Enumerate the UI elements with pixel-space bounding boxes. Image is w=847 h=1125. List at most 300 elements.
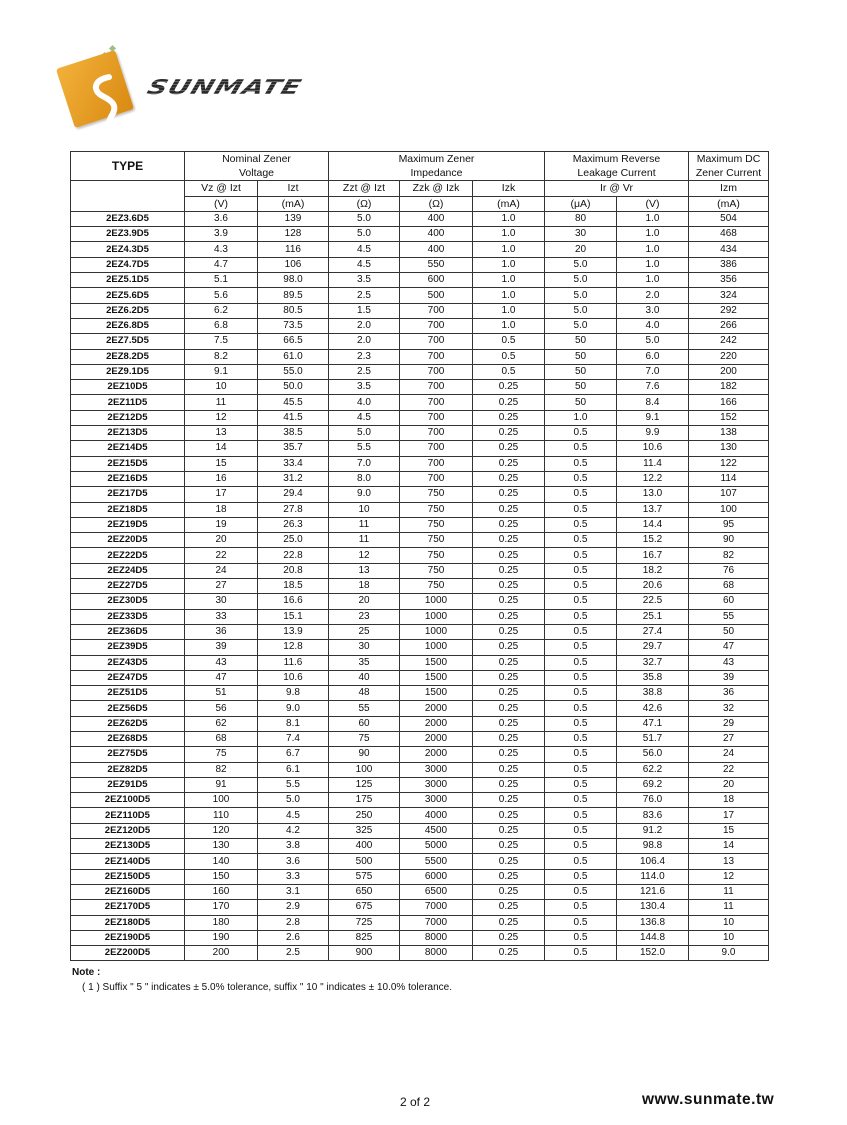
cell-izt: 20.8 xyxy=(258,563,329,578)
cell-type: 2EZ5.1D5 xyxy=(71,273,185,288)
cell-zzk: 7000 xyxy=(400,900,473,915)
cell-zzk: 700 xyxy=(400,426,473,441)
cell-izt: 2.5 xyxy=(258,946,329,961)
cell-type: 2EZ20D5 xyxy=(71,533,185,548)
cell-vr: 152.0 xyxy=(617,946,689,961)
cell-vz: 140 xyxy=(185,854,258,869)
cell-izm: 356 xyxy=(689,273,769,288)
cell-zzt: 175 xyxy=(329,793,400,808)
table-row xyxy=(71,349,769,364)
cell-zzt: 4.5 xyxy=(329,410,400,425)
cell-izm: 10 xyxy=(689,915,769,930)
cell-vr: 91.2 xyxy=(617,823,689,838)
table-row xyxy=(71,946,769,961)
cell-vr: 13.0 xyxy=(617,487,689,502)
cell-ir: 50 xyxy=(545,349,617,364)
cell-zzt: 4.5 xyxy=(329,257,400,272)
note-label: Note : xyxy=(72,967,101,978)
cell-izm: 82 xyxy=(689,548,769,563)
cell-vr: 22.5 xyxy=(617,594,689,609)
cell-vr: 1.0 xyxy=(617,273,689,288)
cell-zzk: 8000 xyxy=(400,930,473,945)
cell-zzt: 675 xyxy=(329,900,400,915)
cell-vz: 82 xyxy=(185,762,258,777)
cell-vz: 190 xyxy=(185,930,258,945)
cell-zzt: 8.0 xyxy=(329,471,400,486)
cell-vr: 62.2 xyxy=(617,762,689,777)
cell-izt: 25.0 xyxy=(258,533,329,548)
cell-izt: 41.5 xyxy=(258,410,329,425)
cell-izt: 3.3 xyxy=(258,869,329,884)
cell-vz: 160 xyxy=(185,884,258,899)
cell-izm: 14 xyxy=(689,839,769,854)
unit-volts: (V) xyxy=(185,196,258,211)
table-body xyxy=(71,211,769,961)
cell-type: 2EZ30D5 xyxy=(71,594,185,609)
table-row xyxy=(71,380,769,395)
cell-type: 2EZ200D5 xyxy=(71,946,185,961)
cell-type: 2EZ39D5 xyxy=(71,640,185,655)
cell-izm: 27 xyxy=(689,731,769,746)
cell-type: 2EZ5.6D5 xyxy=(71,288,185,303)
cell-vr: 144.8 xyxy=(617,930,689,945)
unit-milliamps: (mA) xyxy=(689,196,769,211)
cell-vr: 47.1 xyxy=(617,716,689,731)
cell-type: 2EZ16D5 xyxy=(71,471,185,486)
cell-ir: 80 xyxy=(545,211,617,226)
cell-izt: 3.6 xyxy=(258,854,329,869)
cell-zzk: 1000 xyxy=(400,624,473,639)
cell-izm: 76 xyxy=(689,563,769,578)
cell-type: 2EZ27D5 xyxy=(71,579,185,594)
cell-izm: 95 xyxy=(689,517,769,532)
cell-ir: 0.5 xyxy=(545,747,617,762)
cell-vz: 130 xyxy=(185,839,258,854)
cell-zzt: 12 xyxy=(329,548,400,563)
unit-microamps: (μA) xyxy=(545,196,617,211)
cell-ir: 0.5 xyxy=(545,762,617,777)
cell-izk: 0.25 xyxy=(473,426,545,441)
cell-vz: 36 xyxy=(185,624,258,639)
cell-vr: 106.4 xyxy=(617,854,689,869)
cell-izk: 0.25 xyxy=(473,930,545,945)
cell-zzt: 900 xyxy=(329,946,400,961)
cell-vz: 6.8 xyxy=(185,318,258,333)
header-max-zener-impedance-2: Impedance xyxy=(329,166,545,181)
cell-zzt: 48 xyxy=(329,686,400,701)
table-row xyxy=(71,487,769,502)
cell-vz: 9.1 xyxy=(185,364,258,379)
table-row xyxy=(71,456,769,471)
table-row xyxy=(71,594,769,609)
cell-izm: 29 xyxy=(689,716,769,731)
subheader-zzk-at-izk: Zzk @ Izk xyxy=(400,181,473,196)
cell-zzk: 1500 xyxy=(400,670,473,685)
cell-ir: 0.5 xyxy=(545,808,617,823)
cell-zzt: 5.5 xyxy=(329,441,400,456)
cell-zzt: 5.0 xyxy=(329,227,400,242)
header-nominal-zener-voltage-1: Nominal Zener xyxy=(185,152,329,167)
cell-izm: 13 xyxy=(689,854,769,869)
cell-zzt: 5.0 xyxy=(329,426,400,441)
cell-vr: 114.0 xyxy=(617,869,689,884)
cell-zzt: 11 xyxy=(329,517,400,532)
cell-izk: 0.25 xyxy=(473,854,545,869)
table-row xyxy=(71,441,769,456)
cell-zzt: 75 xyxy=(329,731,400,746)
cell-type: 2EZ3.9D5 xyxy=(71,227,185,242)
cell-zzt: 55 xyxy=(329,701,400,716)
unit-milliamps: (mA) xyxy=(473,196,545,211)
cell-zzk: 700 xyxy=(400,334,473,349)
cell-izt: 139 xyxy=(258,211,329,226)
cell-zzk: 500 xyxy=(400,288,473,303)
cell-vr: 9.9 xyxy=(617,426,689,441)
cell-type: 2EZ24D5 xyxy=(71,563,185,578)
cell-izk: 0.25 xyxy=(473,380,545,395)
cell-izk: 0.5 xyxy=(473,349,545,364)
cell-zzt: 2.5 xyxy=(329,288,400,303)
cell-vr: 7.0 xyxy=(617,364,689,379)
cell-vr: 4.0 xyxy=(617,318,689,333)
cell-izt: 22.8 xyxy=(258,548,329,563)
subheader-izk: Izk xyxy=(473,181,545,196)
cell-izm: 266 xyxy=(689,318,769,333)
cell-ir: 0.5 xyxy=(545,670,617,685)
table-row xyxy=(71,869,769,884)
cell-vr: 15.2 xyxy=(617,533,689,548)
cell-vz: 22 xyxy=(185,548,258,563)
table-row xyxy=(71,716,769,731)
table-row xyxy=(71,273,769,288)
cell-izt: 13.9 xyxy=(258,624,329,639)
cell-zzk: 550 xyxy=(400,257,473,272)
cell-izm: 50 xyxy=(689,624,769,639)
cell-vr: 1.0 xyxy=(617,242,689,257)
cell-vr: 9.1 xyxy=(617,410,689,425)
cell-vr: 6.0 xyxy=(617,349,689,364)
cell-izm: 220 xyxy=(689,349,769,364)
cell-type: 2EZ10D5 xyxy=(71,380,185,395)
cell-zzk: 7000 xyxy=(400,915,473,930)
cell-izk: 1.0 xyxy=(473,242,545,257)
cell-izk: 0.5 xyxy=(473,334,545,349)
cell-vz: 91 xyxy=(185,777,258,792)
cell-zzt: 725 xyxy=(329,915,400,930)
table-row xyxy=(71,242,769,257)
table-row xyxy=(71,410,769,425)
cell-vr: 1.0 xyxy=(617,227,689,242)
cell-zzk: 600 xyxy=(400,273,473,288)
cell-izm: 20 xyxy=(689,777,769,792)
cell-izm: 15 xyxy=(689,823,769,838)
cell-zzk: 4000 xyxy=(400,808,473,823)
cell-izm: 43 xyxy=(689,655,769,670)
cell-izm: 24 xyxy=(689,747,769,762)
cell-izm: 12 xyxy=(689,869,769,884)
cell-zzt: 35 xyxy=(329,655,400,670)
cell-izt: 5.5 xyxy=(258,777,329,792)
cell-izk: 1.0 xyxy=(473,303,545,318)
cell-izt: 4.2 xyxy=(258,823,329,838)
cell-zzk: 700 xyxy=(400,471,473,486)
cell-zzk: 2000 xyxy=(400,731,473,746)
subheader-izt: Izt xyxy=(258,181,329,196)
cell-type: 2EZ100D5 xyxy=(71,793,185,808)
cell-zzk: 1500 xyxy=(400,655,473,670)
cell-izt: 38.5 xyxy=(258,426,329,441)
cell-izk: 0.25 xyxy=(473,670,545,685)
cell-izk: 0.25 xyxy=(473,395,545,410)
cell-izt: 26.3 xyxy=(258,517,329,532)
table-row xyxy=(71,915,769,930)
table-row xyxy=(71,227,769,242)
cell-izt: 2.8 xyxy=(258,915,329,930)
cell-izm: 130 xyxy=(689,441,769,456)
cell-izk: 1.0 xyxy=(473,288,545,303)
cell-izk: 0.25 xyxy=(473,716,545,731)
cell-izk: 0.25 xyxy=(473,410,545,425)
table-row xyxy=(71,747,769,762)
cell-zzk: 700 xyxy=(400,441,473,456)
table-row xyxy=(71,854,769,869)
cell-izt: 50.0 xyxy=(258,380,329,395)
table-row xyxy=(71,900,769,915)
cell-zzk: 400 xyxy=(400,242,473,257)
cell-vr: 69.2 xyxy=(617,777,689,792)
cell-vz: 150 xyxy=(185,869,258,884)
cell-zzt: 30 xyxy=(329,640,400,655)
cell-vz: 13 xyxy=(185,426,258,441)
cell-izk: 0.25 xyxy=(473,793,545,808)
cell-vr: 3.0 xyxy=(617,303,689,318)
cell-vr: 35.8 xyxy=(617,670,689,685)
cell-zzt: 3.5 xyxy=(329,273,400,288)
cell-izk: 0.25 xyxy=(473,808,545,823)
cell-type: 2EZ3.6D5 xyxy=(71,211,185,226)
page-number: 2 of 2 xyxy=(400,1095,431,1109)
table-row xyxy=(71,793,769,808)
cell-izm: 9.0 xyxy=(689,946,769,961)
table-row xyxy=(71,930,769,945)
header-nominal-zener-voltage-2: Voltage xyxy=(185,166,329,181)
cell-vz: 18 xyxy=(185,502,258,517)
cell-izk: 0.25 xyxy=(473,747,545,762)
cell-izm: 242 xyxy=(689,334,769,349)
table-row xyxy=(71,609,769,624)
cell-izm: 292 xyxy=(689,303,769,318)
cell-vz: 30 xyxy=(185,594,258,609)
cell-zzt: 2.3 xyxy=(329,349,400,364)
cell-zzk: 6500 xyxy=(400,884,473,899)
logo-mark-icon xyxy=(56,50,134,128)
cell-vr: 51.7 xyxy=(617,731,689,746)
cell-vz: 47 xyxy=(185,670,258,685)
cell-zzt: 2.0 xyxy=(329,334,400,349)
cell-zzk: 750 xyxy=(400,548,473,563)
table-row xyxy=(71,502,769,517)
cell-izt: 128 xyxy=(258,227,329,242)
cell-izm: 32 xyxy=(689,701,769,716)
cell-type: 2EZ15D5 xyxy=(71,456,185,471)
cell-vz: 5.6 xyxy=(185,288,258,303)
sunmate-logo xyxy=(56,44,326,130)
cell-vr: 38.8 xyxy=(617,686,689,701)
cell-ir: 30 xyxy=(545,227,617,242)
header-max-reverse-leakage-2: Leakage Current xyxy=(545,166,689,181)
cell-vz: 4.3 xyxy=(185,242,258,257)
table-row xyxy=(71,318,769,333)
cell-izk: 0.5 xyxy=(473,364,545,379)
cell-izm: 114 xyxy=(689,471,769,486)
cell-izm: 468 xyxy=(689,227,769,242)
zener-diode-spec-table xyxy=(70,151,769,961)
cell-ir: 0.5 xyxy=(545,426,617,441)
cell-vr: 27.4 xyxy=(617,624,689,639)
table-row xyxy=(71,670,769,685)
cell-zzt: 13 xyxy=(329,563,400,578)
cell-vz: 19 xyxy=(185,517,258,532)
cell-zzk: 400 xyxy=(400,227,473,242)
cell-zzt: 20 xyxy=(329,594,400,609)
cell-ir: 0.5 xyxy=(545,839,617,854)
cell-ir: 0.5 xyxy=(545,456,617,471)
cell-vr: 130.4 xyxy=(617,900,689,915)
cell-ir: 0.5 xyxy=(545,517,617,532)
cell-zzk: 750 xyxy=(400,533,473,548)
cell-izm: 166 xyxy=(689,395,769,410)
cell-type: 2EZ56D5 xyxy=(71,701,185,716)
cell-vr: 136.8 xyxy=(617,915,689,930)
cell-izt: 106 xyxy=(258,257,329,272)
table-row xyxy=(71,288,769,303)
cell-izk: 1.0 xyxy=(473,273,545,288)
table-row xyxy=(71,517,769,532)
header-max-dc-zener-current-2: Zener Current xyxy=(689,166,769,181)
table-row xyxy=(71,640,769,655)
cell-izk: 0.25 xyxy=(473,884,545,899)
cell-izm: 182 xyxy=(689,380,769,395)
cell-ir: 1.0 xyxy=(545,410,617,425)
cell-zzt: 4.5 xyxy=(329,242,400,257)
cell-ir: 0.5 xyxy=(545,548,617,563)
table-row xyxy=(71,395,769,410)
cell-vz: 33 xyxy=(185,609,258,624)
cell-vr: 7.6 xyxy=(617,380,689,395)
header-type: TYPE xyxy=(71,152,185,181)
table-row xyxy=(71,808,769,823)
cell-zzk: 4500 xyxy=(400,823,473,838)
cell-izt: 12.8 xyxy=(258,640,329,655)
header-type-blank xyxy=(71,181,185,212)
cell-type: 2EZ7.5D5 xyxy=(71,334,185,349)
cell-izm: 107 xyxy=(689,487,769,502)
cell-izm: 100 xyxy=(689,502,769,517)
cell-izt: 66.5 xyxy=(258,334,329,349)
cell-vr: 29.7 xyxy=(617,640,689,655)
cell-type: 2EZ47D5 xyxy=(71,670,185,685)
cell-izk: 0.25 xyxy=(473,869,545,884)
cell-zzt: 2.5 xyxy=(329,364,400,379)
cell-zzk: 700 xyxy=(400,380,473,395)
cell-izt: 16.6 xyxy=(258,594,329,609)
cell-ir: 50 xyxy=(545,334,617,349)
cell-ir: 0.5 xyxy=(545,533,617,548)
cell-izt: 7.4 xyxy=(258,731,329,746)
cell-ir: 0.5 xyxy=(545,915,617,930)
cell-vz: 170 xyxy=(185,900,258,915)
cell-izt: 5.0 xyxy=(258,793,329,808)
cell-izt: 2.9 xyxy=(258,900,329,915)
cell-vz: 43 xyxy=(185,655,258,670)
cell-ir: 0.5 xyxy=(545,930,617,945)
cell-ir: 50 xyxy=(545,380,617,395)
cell-zzt: 40 xyxy=(329,670,400,685)
cell-vr: 32.7 xyxy=(617,655,689,670)
cell-izm: 22 xyxy=(689,762,769,777)
cell-vz: 100 xyxy=(185,793,258,808)
cell-izt: 55.0 xyxy=(258,364,329,379)
cell-vz: 8.2 xyxy=(185,349,258,364)
cell-zzk: 750 xyxy=(400,502,473,517)
cell-vz: 12 xyxy=(185,410,258,425)
cell-vr: 56.0 xyxy=(617,747,689,762)
cell-izk: 0.25 xyxy=(473,533,545,548)
cell-type: 2EZ43D5 xyxy=(71,655,185,670)
cell-izk: 1.0 xyxy=(473,257,545,272)
cell-zzk: 5500 xyxy=(400,854,473,869)
cell-type: 2EZ110D5 xyxy=(71,808,185,823)
cell-zzt: 25 xyxy=(329,624,400,639)
cell-zzt: 10 xyxy=(329,502,400,517)
cell-vz: 10 xyxy=(185,380,258,395)
cell-izk: 0.25 xyxy=(473,915,545,930)
table-row xyxy=(71,364,769,379)
cell-izt: 4.5 xyxy=(258,808,329,823)
cell-type: 2EZ140D5 xyxy=(71,854,185,869)
cell-izt: 31.2 xyxy=(258,471,329,486)
cell-izk: 0.25 xyxy=(473,686,545,701)
cell-izt: 6.1 xyxy=(258,762,329,777)
cell-vr: 10.6 xyxy=(617,441,689,456)
cell-zzt: 23 xyxy=(329,609,400,624)
cell-izt: 98.0 xyxy=(258,273,329,288)
cell-vr: 5.0 xyxy=(617,334,689,349)
cell-izt: 18.5 xyxy=(258,579,329,594)
cell-vr: 2.0 xyxy=(617,288,689,303)
logo-s-icon xyxy=(82,68,134,132)
cell-vz: 68 xyxy=(185,731,258,746)
cell-izk: 0.25 xyxy=(473,731,545,746)
logo-wordmark: SUNMATE xyxy=(144,75,305,100)
cell-ir: 5.0 xyxy=(545,288,617,303)
table-row xyxy=(71,548,769,563)
cell-izk: 0.25 xyxy=(473,900,545,915)
cell-izm: 434 xyxy=(689,242,769,257)
subheader-vz-at-izt: Vz @ Izt xyxy=(185,181,258,196)
cell-zzk: 700 xyxy=(400,303,473,318)
table-row xyxy=(71,655,769,670)
header-max-zener-impedance-1: Maximum Zener xyxy=(329,152,545,167)
cell-zzk: 1000 xyxy=(400,609,473,624)
cell-type: 2EZ13D5 xyxy=(71,426,185,441)
header-max-reverse-leakage-1: Maximum Reverse xyxy=(545,152,689,167)
cell-izm: 47 xyxy=(689,640,769,655)
cell-vr: 16.7 xyxy=(617,548,689,563)
cell-zzt: 90 xyxy=(329,747,400,762)
cell-izm: 122 xyxy=(689,456,769,471)
cell-zzt: 500 xyxy=(329,854,400,869)
